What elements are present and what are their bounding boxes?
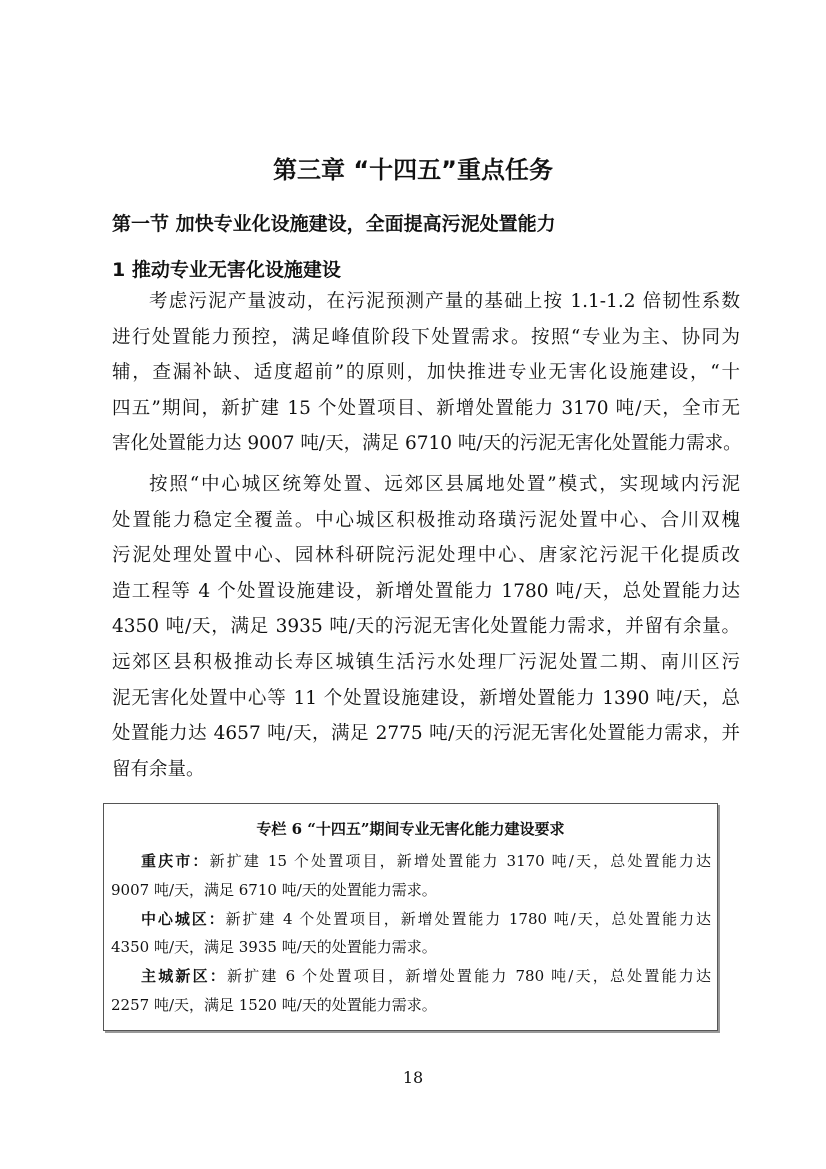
item-label: 中心城区： [141, 909, 226, 928]
item-label: 重庆市： [141, 852, 210, 870]
text-line: 造工程等 4 个处置设施建设，新增处置能力 1780 吨/天，总处置能力达 [112, 580, 740, 602]
column-box [103, 803, 718, 1031]
item-text: 新扩建 6 个处置项目，新增处置能力 780 吨/天，总处置能力达 [227, 967, 711, 986]
page-number: 18 [402, 1068, 424, 1087]
chapter-title: 第三章 “十四五”重点任务 [273, 156, 553, 184]
text-line: 考虑污泥产量波动，在污泥预测产量的基础上按 1.1-1.2 倍韧性系数 [149, 291, 740, 312]
text-line: 害化处置能力达 9007 吨/天，满足 6710 吨/天的污泥无害化处置能力需求。 [112, 433, 742, 455]
text-line: 远郊区县积极推动长寿区城镇生活污水处理厂污泥处置二期、南川区污 [112, 651, 740, 673]
text-line: 按照“中心城区统筹处置、远郊区县属地处置”模式，实现域内污泥 [149, 474, 740, 495]
box-title: 专栏 6 “十四五”期间专业无害化能力建设要求 [256, 820, 565, 838]
subsection-title: 1 推动专业无害化设施建设 [112, 259, 341, 281]
box-body [111, 847, 711, 1020]
text-line: 进行处置能力预控，满足峰值阶段下处置需求。按照“专业为主、协同为 [112, 326, 740, 348]
text-line: 留有余量。 [112, 758, 205, 780]
text-line: 辅，查漏补缺、适度超前”的原则，加快推进专业无害化设施建设，“十 [112, 362, 740, 384]
box-item-new-district [111, 962, 711, 991]
box-item-chongqing [111, 847, 711, 876]
box-item-central-city [111, 905, 711, 934]
text-line: 2257 吨/天，满足 1520 吨/天的处置能力需求。 [111, 995, 437, 1014]
paragraph-1 [112, 284, 740, 462]
text-line: 四五”期间，新扩建 15 个处置项目、新增处置能力 3170 吨/天，全市无 [112, 397, 740, 419]
paragraph-2 [112, 467, 740, 787]
section-title: 第一节 加快专业化设施建设，全面提高污泥处置能力 [112, 213, 556, 235]
text-line: 泥无害化处置中心等 11 个处置设施建设，新增处置能力 1390 吨/天，总 [112, 687, 740, 709]
text-line: 9007 吨/天，满足 6710 吨/天的处置能力需求。 [111, 880, 437, 899]
item-text: 新扩建 4 个处置项目，新增处置能力 1780 吨/天，总处置能力达 [225, 909, 711, 928]
item-label: 主城新区： [141, 967, 228, 986]
text-line: 污泥处理处置中心、园林科研院污泥处理中心、唐家沱污泥干化提质改 [112, 545, 740, 567]
text-line: 处置能力达 4657 吨/天，满足 2775 吨/天的污泥无害化处置能力需求，并 [112, 723, 740, 745]
text-line: 4350 吨/天，满足 3935 吨/天的处置能力需求。 [111, 938, 437, 957]
text-line: 处置能力稳定全覆盖。中心城区积极推动珞璜污泥处置中心、合川双槐 [112, 509, 740, 531]
item-text: 新扩建 15 个处置项目，新增处置能力 3170 吨/天，总处置能力达 [209, 852, 711, 870]
text-line: 4350 吨/天，满足 3935 吨/天的污泥无害化处置能力需求，并留有余量。 [112, 616, 740, 638]
